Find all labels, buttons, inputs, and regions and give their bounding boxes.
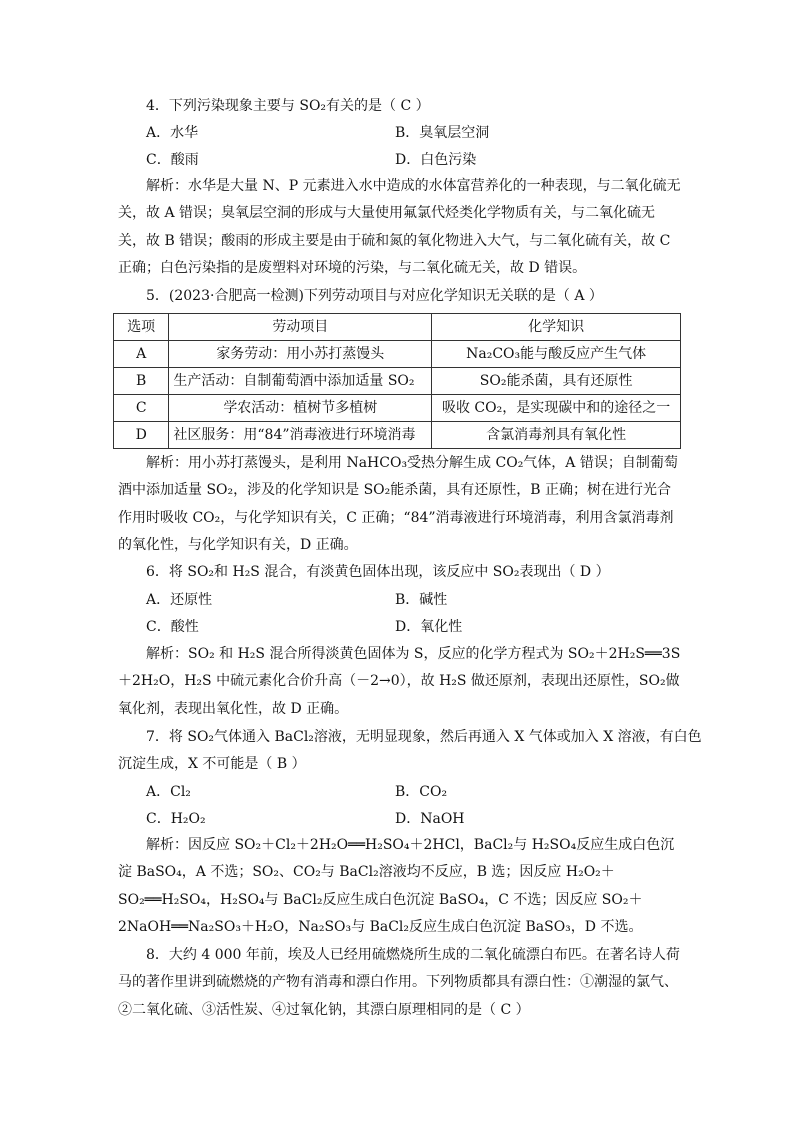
- table-row: [114, 422, 681, 449]
- table-header-labor: 劳动项目: [169, 314, 432, 341]
- q4-option-c: C．酸雨: [146, 152, 199, 168]
- q4-option-d: D．白色污染: [395, 152, 477, 168]
- table-cell-labor: 社区服务：用“84”消毒液进行环境消毒: [169, 422, 432, 449]
- q5-stem: 5．(2023·合肥高一检测)下列劳动项目与对应化学知识无关联的是（ A ）: [146, 288, 603, 304]
- q7-option-d: D．NaOH: [395, 811, 465, 827]
- knowledge-table: [113, 313, 681, 449]
- table-cell-option: A: [114, 341, 169, 368]
- table-cell-knowledge: SO₂能杀菌，具有还原性: [432, 368, 681, 395]
- table-row: [114, 395, 681, 422]
- table-cell-knowledge: 含氯消毒剂具有氧化性: [432, 422, 681, 449]
- table-header-option: 选项: [114, 314, 169, 341]
- q6-option-c: C．酸性: [146, 619, 199, 635]
- table-cell-option: C: [114, 395, 169, 422]
- q7-stem-line2: 沉淀生成，X 不可能是（ B ）: [118, 756, 306, 772]
- table-header-knowledge: 化学知识: [432, 314, 681, 341]
- q7-option-a: A．Cl₂: [146, 784, 191, 800]
- table-cell-labor: 学农活动：植树节多植树: [169, 395, 432, 422]
- table-cell-option: B: [114, 368, 169, 395]
- q4-stem: 4．下列污染现象主要与 SO₂有关的是（ C ）: [146, 98, 430, 114]
- q7-option-c: C．H₂O₂: [146, 811, 206, 827]
- table-cell-option: D: [114, 422, 169, 449]
- q6-option-b: B．碱性: [395, 592, 448, 608]
- q5-analysis: 解析：用小苏打蒸馒头，是利用 NaHCO₃受热分解生成 CO₂气体，A 错误；自制葡萄酒中添加适量 SO₂，涉及的化学知识是 SO₂能杀菌，具有还原性，B 正确；树在进行光合作用时吸收 CO₂，与化学知识有关，C 正确；“84”消毒液进行环境消毒，利用含氯消毒剂的氧化性，与化学知识有关，D 正确。: [118, 455, 678, 553]
- q6-stem: 6．将 SO₂和 H₂S 混合，有淡黄色固体出现，该反应中 SO₂表现出（ D ）: [146, 564, 610, 580]
- table-header-row: [114, 314, 681, 341]
- q6-analysis: 解析：SO₂ 和 H₂S 混合所得淡黄色固体为 S，反应的化学方程式为 SO₂＋2H₂S══3S＋2H₂O，H₂S 中硫元素化合价升高（－2→0），故 H₂S 做还原剂，表现出还原性，SO₂做氧化剂，表现出氧化性，故 D 正确。: [118, 646, 681, 717]
- q6-option-a: A．还原性: [146, 592, 213, 608]
- table-row: [114, 341, 681, 368]
- q8-stem: 8．大约 4 000 年前，埃及人已经用硫燃烧所生成的二氧化硫漂白布匹。在著名诗人荷马的著作里讲到硫燃烧的产物有消毒和漂白作用。下列物质都具有漂白性：①潮湿的氯气、②二氧化硫、③活性炭、④过氧化钠，其漂白原理相同的是（ C ）: [118, 947, 680, 1018]
- q4-option-b: B．臭氧层空洞: [395, 125, 490, 141]
- table-cell-labor: 生产活动：自制葡萄酒中添加适量 SO₂: [169, 368, 432, 395]
- table-cell-knowledge: 吸收 CO₂，是实现碳中和的途径之一: [432, 395, 681, 422]
- q6-option-d: D．氧化性: [395, 619, 463, 635]
- table-row: [114, 368, 681, 395]
- q4-option-a: A．水华: [146, 125, 199, 141]
- q7-analysis: 解析：因反应 SO₂＋Cl₂＋2H₂O══H₂SO₄＋2HCl，BaCl₂与 H₂SO₄反应生成白色沉淀 BaSO₄，A 不选；SO₂、CO₂与 BaCl₂溶液均不反应，B 选；因反应 H₂O₂＋SO₂══H₂SO₄，H₂SO₄与 BaCl₂反应生成白色沉淀 BaSO₄，C 不选；因反应 SO₂＋2NaOH══Na₂SO₃＋H₂O，Na₂SO₃与 BaCl₂反应生成白色沉淀 BaSO₃，D 不选。: [118, 837, 675, 935]
- q7-option-b: B．CO₂: [395, 784, 448, 800]
- table-cell-labor: 家务劳动：用小苏打蒸馒头: [169, 341, 432, 368]
- table-cell-knowledge: Na₂CO₃能与酸反应产生气体: [432, 341, 681, 368]
- q4-analysis: 解析：水华是大量 N、P 元素进入水中造成的水体富营养化的一种表现，与二氧化硫无关，故 A 错误；臭氧层空洞的形成与大量使用氟氯代烃类化学物质有关，与二氧化硫无关，故 B 错误；酸雨的形成主要是由于硫和氮的氧化物进入大气，与二氧化硫有关，故 C 正确；白色污染指的是废塑料对环境的污染，与二氧化硫无关，故 D 错误。: [118, 178, 681, 276]
- q7-stem-line1: 7．将 SO₂气体通入 BaCl₂溶液，无明显现象，然后再通入 X 气体或加入 X 溶液，有白色: [146, 729, 702, 745]
